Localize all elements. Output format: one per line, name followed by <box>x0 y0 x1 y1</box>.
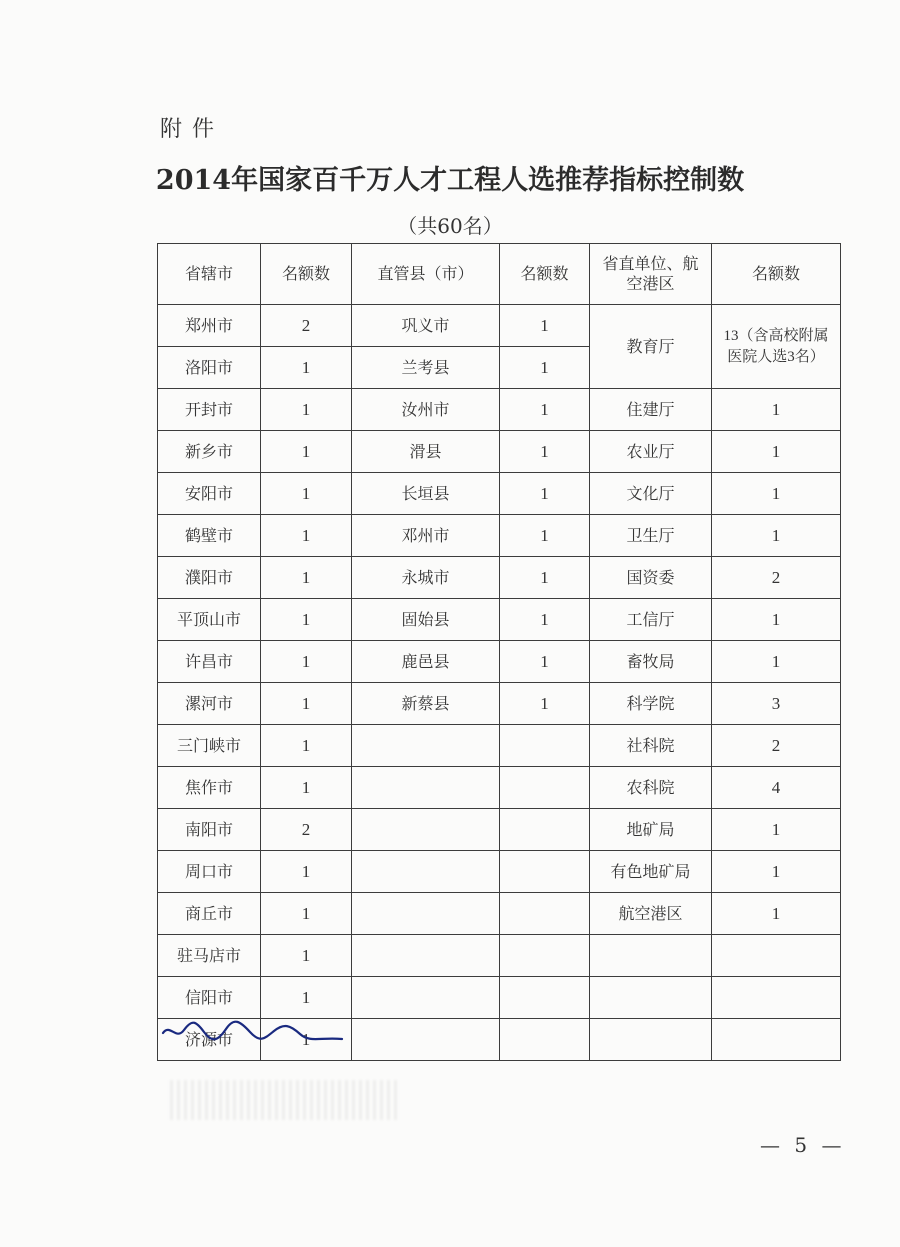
city-quota: 1 <box>261 431 352 473</box>
unit-name: 农业厅 <box>590 431 712 473</box>
city-name: 开封市 <box>158 389 261 431</box>
empty-cell <box>352 1019 500 1061</box>
city-quota: 1 <box>261 725 352 767</box>
header-city: 省辖市 <box>158 244 261 305</box>
county-quota: 1 <box>500 389 590 431</box>
header-county-quota: 名额数 <box>500 244 590 305</box>
table-row <box>158 641 841 683</box>
county-name: 新蔡县 <box>352 683 500 725</box>
unit-quota: 1 <box>712 851 841 893</box>
city-name: 三门峡市 <box>158 725 261 767</box>
unit-name: 教育厅 <box>590 305 712 389</box>
city-quota: 1 <box>261 473 352 515</box>
unit-quota: 4 <box>712 767 841 809</box>
empty-cell <box>500 767 590 809</box>
county-quota: 1 <box>500 347 590 389</box>
city-quota: 1 <box>261 1019 352 1061</box>
empty-cell <box>352 977 500 1019</box>
city-name: 濮阳市 <box>158 557 261 599</box>
county-quota: 1 <box>500 473 590 515</box>
unit-name: 农科院 <box>590 767 712 809</box>
county-quota: 1 <box>500 431 590 473</box>
city-quota: 1 <box>261 599 352 641</box>
table-body <box>158 305 841 1061</box>
table-row <box>158 515 841 557</box>
header-county: 直管县（市） <box>352 244 500 305</box>
page-number: — 5 — <box>760 1133 846 1157</box>
table-row <box>158 851 841 893</box>
county-name: 滑县 <box>352 431 500 473</box>
empty-cell <box>590 935 712 977</box>
attachment-label: 附件 <box>160 117 225 142</box>
unit-quota: 1 <box>712 599 841 641</box>
unit-quota: 3 <box>712 683 841 725</box>
empty-cell <box>352 851 500 893</box>
empty-cell <box>500 851 590 893</box>
table-row <box>158 725 841 767</box>
unit-quota: 1 <box>712 893 841 935</box>
table-row <box>158 809 841 851</box>
city-name: 商丘市 <box>158 893 261 935</box>
county-name: 永城市 <box>352 557 500 599</box>
unit-name: 住建厅 <box>590 389 712 431</box>
table-row <box>158 599 841 641</box>
county-name: 固始县 <box>352 599 500 641</box>
city-name: 焦作市 <box>158 767 261 809</box>
unit-quota: 2 <box>712 725 841 767</box>
table-row <box>158 977 841 1019</box>
city-quota: 1 <box>261 683 352 725</box>
city-quota: 1 <box>261 347 352 389</box>
city-quota: 1 <box>261 767 352 809</box>
city-quota: 2 <box>261 809 352 851</box>
unit-name: 畜牧局 <box>590 641 712 683</box>
city-name: 周口市 <box>158 851 261 893</box>
unit-name: 社科院 <box>590 725 712 767</box>
city-quota: 1 <box>261 515 352 557</box>
table-header-row <box>158 244 841 305</box>
empty-cell <box>352 893 500 935</box>
county-quota: 1 <box>500 305 590 347</box>
county-quota: 1 <box>500 557 590 599</box>
table-row <box>158 893 841 935</box>
unit-name: 国资委 <box>590 557 712 599</box>
city-quota: 1 <box>261 389 352 431</box>
table-row <box>158 683 841 725</box>
unit-quota: 1 <box>712 389 841 431</box>
table-row <box>158 389 841 431</box>
empty-cell <box>712 977 841 1019</box>
quota-table <box>157 243 841 1061</box>
table-row <box>158 473 841 515</box>
table-row <box>158 935 841 977</box>
county-name: 汝州市 <box>352 389 500 431</box>
empty-cell <box>500 893 590 935</box>
unit-quota: 1 <box>712 809 841 851</box>
city-name: 新乡市 <box>158 431 261 473</box>
scan-smudge <box>170 1080 400 1120</box>
unit-name: 地矿局 <box>590 809 712 851</box>
header-city-quota: 名额数 <box>261 244 352 305</box>
city-name: 郑州市 <box>158 305 261 347</box>
unit-quota: 1 <box>712 431 841 473</box>
city-quota: 2 <box>261 305 352 347</box>
empty-cell <box>500 1019 590 1061</box>
empty-cell <box>590 1019 712 1061</box>
city-name: 南阳市 <box>158 809 261 851</box>
county-quota: 1 <box>500 683 590 725</box>
city-name: 许昌市 <box>158 641 261 683</box>
county-quota: 1 <box>500 641 590 683</box>
document-title: 2014年国家百千万人才工程人选推荐指标控制数 <box>155 165 745 196</box>
county-name: 兰考县 <box>352 347 500 389</box>
document-subtitle: （共60名） <box>397 214 503 238</box>
unit-name: 航空港区 <box>590 893 712 935</box>
county-name: 长垣县 <box>352 473 500 515</box>
unit-quota: 1 <box>712 473 841 515</box>
county-quota: 1 <box>500 599 590 641</box>
unit-name: 卫生厅 <box>590 515 712 557</box>
county-name: 巩义市 <box>352 305 500 347</box>
county-name: 邓州市 <box>352 515 500 557</box>
city-quota: 1 <box>261 935 352 977</box>
empty-cell <box>712 1019 841 1061</box>
handwritten-underline <box>160 1015 345 1045</box>
county-name: 鹿邑县 <box>352 641 500 683</box>
empty-cell <box>590 977 712 1019</box>
city-quota: 1 <box>261 557 352 599</box>
city-name: 济源市 <box>158 1019 261 1061</box>
city-name: 安阳市 <box>158 473 261 515</box>
empty-cell <box>712 935 841 977</box>
empty-cell <box>500 935 590 977</box>
header-unit-quota: 名额数 <box>712 244 841 305</box>
empty-cell <box>352 767 500 809</box>
city-quota: 1 <box>261 641 352 683</box>
city-quota: 1 <box>261 893 352 935</box>
unit-name: 有色地矿局 <box>590 851 712 893</box>
table-row <box>158 431 841 473</box>
city-name: 洛阳市 <box>158 347 261 389</box>
table-row <box>158 767 841 809</box>
empty-cell <box>500 809 590 851</box>
city-name: 平顶山市 <box>158 599 261 641</box>
empty-cell <box>352 935 500 977</box>
empty-cell <box>500 725 590 767</box>
city-name: 鹤壁市 <box>158 515 261 557</box>
city-quota: 1 <box>261 851 352 893</box>
unit-name: 文化厅 <box>590 473 712 515</box>
unit-quota: 1 <box>712 515 841 557</box>
city-name: 信阳市 <box>158 977 261 1019</box>
table-row <box>158 557 841 599</box>
city-quota: 1 <box>261 977 352 1019</box>
county-quota: 1 <box>500 515 590 557</box>
unit-name: 科学院 <box>590 683 712 725</box>
empty-cell <box>352 809 500 851</box>
city-name: 漯河市 <box>158 683 261 725</box>
city-name: 驻马店市 <box>158 935 261 977</box>
header-unit: 省直单位、航空港区 <box>590 244 712 305</box>
unit-quota: 2 <box>712 557 841 599</box>
empty-cell <box>352 725 500 767</box>
unit-quota: 1 <box>712 641 841 683</box>
unit-quota: 13（含高校附属医院人选3名） <box>712 305 841 389</box>
table-row <box>158 305 841 347</box>
empty-cell <box>500 977 590 1019</box>
unit-name: 工信厅 <box>590 599 712 641</box>
